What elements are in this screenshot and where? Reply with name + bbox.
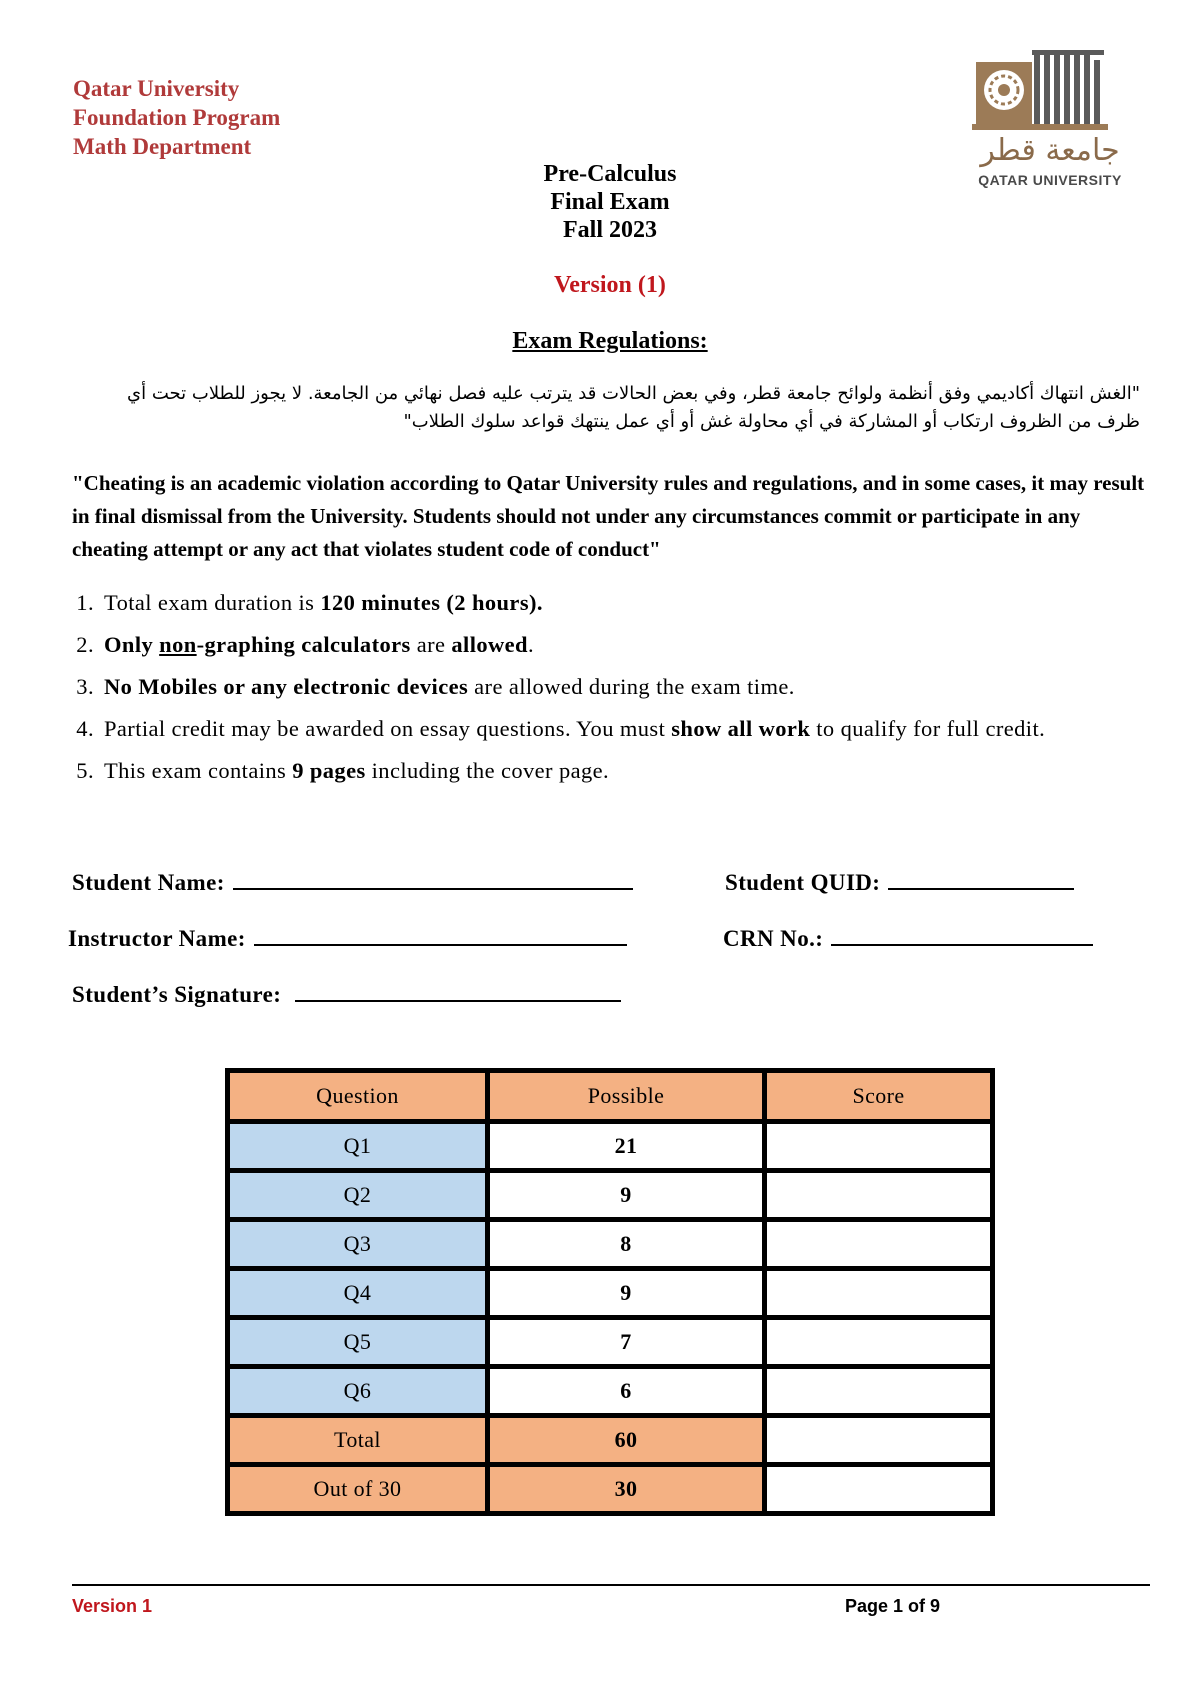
logo-emblem-icon xyxy=(970,50,1130,134)
total-score-cell[interactable] xyxy=(765,1416,993,1465)
total-row xyxy=(228,1416,993,1465)
signature-field[interactable] xyxy=(72,980,621,1008)
rule-duration: 1. Total exam duration is 120 minutes (2 hours). xyxy=(100,582,1190,624)
dept-line-department: Math Department xyxy=(73,134,252,159)
table-row xyxy=(228,1318,993,1367)
arabic-integrity-statement: "الغش انتهاك أكاديمي وفق أنظمة ولوائح جامعة قطر، وفي بعض الحالات قد يترتب عليه فصل نهائي من الجامعة. لا يجوز للطلاب تحت أي ظرف من الظروف ارتكاب أو المشاركة في أي محاولة غش أو أي عمل ينتهك قواعد سلوك الطلاب" xyxy=(127,383,1140,432)
instructor-name-field[interactable] xyxy=(68,924,627,952)
footer-version: Version 1 xyxy=(72,1596,153,1616)
instructor-name-line[interactable] xyxy=(254,924,627,946)
question-cell: Q6 xyxy=(228,1367,488,1416)
exam-rules-list xyxy=(60,582,1190,792)
score-cell[interactable] xyxy=(765,1318,993,1367)
crn-line[interactable] xyxy=(831,924,1093,946)
logo-arabic-text: جامعة قطر xyxy=(980,133,1120,168)
out-of-value: 30 xyxy=(488,1465,765,1514)
possible-cell: 9 xyxy=(488,1171,765,1220)
signature-line[interactable] xyxy=(295,980,621,1002)
exam-term: Fall 2023 xyxy=(563,217,657,243)
department-block xyxy=(73,74,280,161)
table-row xyxy=(228,1220,993,1269)
question-cell: Q5 xyxy=(228,1318,488,1367)
footer-page-number: Page 1 of 9 xyxy=(845,1596,941,1616)
out-of-label: Out of 30 xyxy=(228,1465,488,1514)
table-row xyxy=(228,1269,993,1318)
score-table xyxy=(225,1068,995,1516)
rule-partial-credit: 4. Partial credit may be awarded on essay questions. You must show all work to qualify for full credit. xyxy=(100,708,1190,750)
score-table-header xyxy=(228,1071,993,1122)
question-cell: Q1 xyxy=(228,1122,488,1171)
score-cell[interactable] xyxy=(765,1171,993,1220)
possible-cell: 6 xyxy=(488,1367,765,1416)
regulations-heading: Exam Regulations: xyxy=(512,328,708,354)
footer-divider xyxy=(72,1584,1150,1586)
dept-line-program: Foundation Program xyxy=(73,105,281,130)
header-possible: Possible xyxy=(488,1071,765,1122)
header-score: Score xyxy=(765,1071,993,1122)
rule-pages: 5. This exam contains 9 pages including the cover page. xyxy=(100,750,1190,792)
student-name-field[interactable] xyxy=(72,868,633,896)
possible-cell: 21 xyxy=(488,1122,765,1171)
score-cell[interactable] xyxy=(765,1220,993,1269)
possible-cell: 8 xyxy=(488,1220,765,1269)
course-title: Pre-Calculus xyxy=(543,161,677,187)
student-name-line[interactable] xyxy=(233,868,633,890)
rule-devices: 3. No Mobiles or any electronic devices are allowed during the exam time. xyxy=(100,666,1190,708)
exam-title: Final Exam xyxy=(550,189,670,215)
out-of-score-cell[interactable] xyxy=(765,1465,993,1514)
instructor-name-label: Instructor Name: xyxy=(68,926,246,951)
student-quid-label: Student QUID: xyxy=(725,870,881,895)
total-label: Total xyxy=(228,1416,488,1465)
rule-calculators: 2. Only non-graphing calculators are allowed. xyxy=(100,624,1190,666)
dept-line-university: Qatar University xyxy=(73,76,240,101)
total-value: 60 xyxy=(488,1416,765,1465)
signature-label: Student’s Signature: xyxy=(72,982,282,1007)
student-quid-field[interactable] xyxy=(725,868,1074,896)
question-cell: Q4 xyxy=(228,1269,488,1318)
qatar-university-logo xyxy=(970,50,1130,200)
logo-english-text: QATAR UNIVERSITY xyxy=(978,172,1122,188)
question-cell: Q2 xyxy=(228,1171,488,1220)
question-cell: Q3 xyxy=(228,1220,488,1269)
score-cell[interactable] xyxy=(765,1122,993,1171)
student-quid-line[interactable] xyxy=(888,868,1074,890)
score-cell[interactable] xyxy=(765,1269,993,1318)
english-integrity-statement: "Cheating is an academic violation according to Qatar University rules and regulations, and in some cases, it may result in final dismissal from the University. Students should not under any circumstances commit or participate in any cheating attempt or any act that violates student code of conduct" xyxy=(72,471,1145,561)
crn-label: CRN No.: xyxy=(723,926,824,951)
header-question: Question xyxy=(228,1071,488,1122)
table-row xyxy=(228,1122,993,1171)
possible-cell: 9 xyxy=(488,1269,765,1318)
table-row xyxy=(228,1171,993,1220)
possible-cell: 7 xyxy=(488,1318,765,1367)
student-name-label: Student Name: xyxy=(72,870,225,895)
exam-version: Version (1) xyxy=(554,272,666,298)
out-of-row xyxy=(228,1465,993,1514)
score-cell[interactable] xyxy=(765,1367,993,1416)
table-row xyxy=(228,1367,993,1416)
crn-field[interactable] xyxy=(723,924,1093,952)
exam-title-block xyxy=(400,160,820,244)
